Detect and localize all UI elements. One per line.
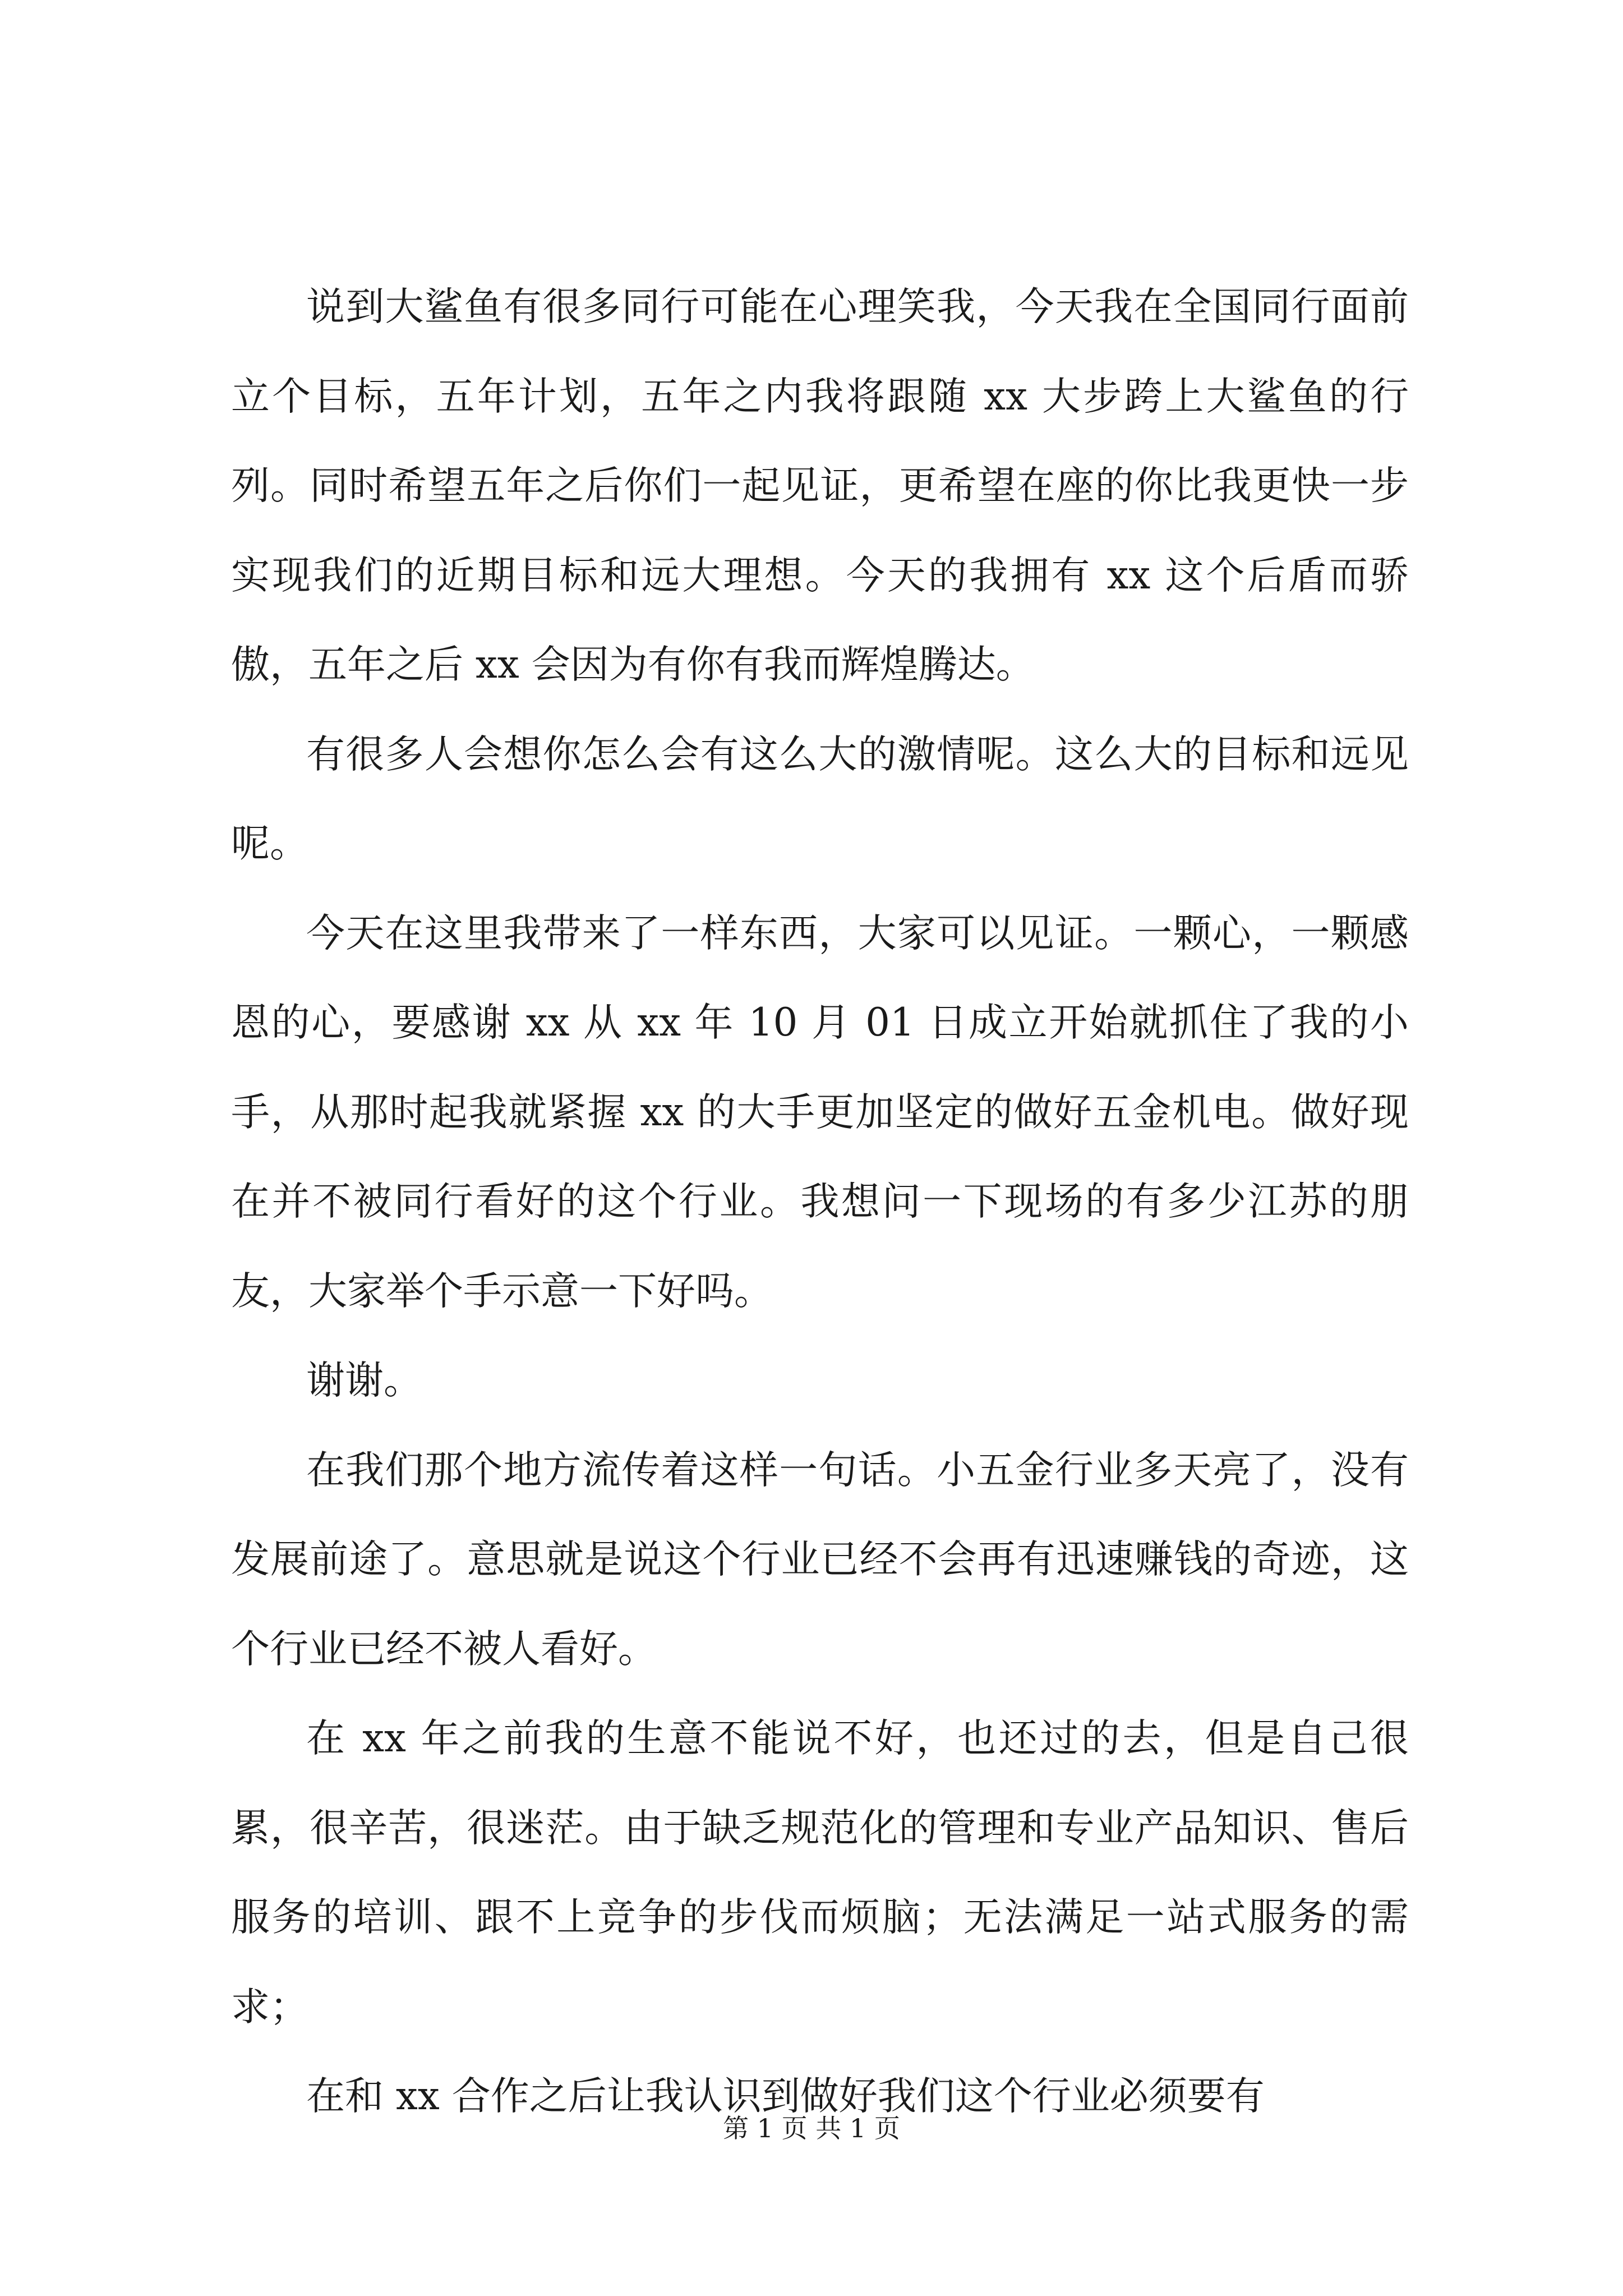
page-footer: 第 1 页 共 1 页 bbox=[723, 2113, 900, 2143]
document-body bbox=[231, 263, 1409, 2142]
paragraph-1: 说到大鲨鱼有很多同行可能在心理笑我，今天我在全国同行面前立个目标，五年计划，五年之内我将跟随 xx 大步跨上大鲨鱼的行列。同时希望五年之后你们一起见证，更希望在座的你比我更快一步实现我们的近期目标和远大理想。今天的我拥有 xx 这个后盾而骄傲，五年之后 xx 会因为有你有我而辉煌腾达。 bbox=[231, 284, 1409, 687]
paragraph-2: 有很多人会想你怎么会有这么大的激情呢。这么大的目标和远见呢。 bbox=[231, 731, 1409, 866]
paragraph-7: 在和 xx 合作之后让我认识到做好我们这个行业必须要有 bbox=[306, 2074, 1265, 2119]
paragraph-3: 今天在这里我带来了一样东西，大家可以见证。一颗心，一颗感恩的心，要感谢 xx 从 xx 年 10 月 01 日成立开始就抓住了我的小手，从那时起我就紧握 xx 的大手更加坚定的做好五金机电。做好现在并不被同行看好的这个行业。我想问一下现场的有多少江苏的朋友，大家举个手示意一下好吗。 bbox=[231, 910, 1409, 1314]
paragraph-5: 在我们那个地方流传着这样一句话。小五金行业多天亮了，没有发展前途了。意思就是说这个行业已经不会再有迅速赚钱的奇迹，这个行业已经不被人看好。 bbox=[231, 1447, 1409, 1672]
paragraph-4: 谢谢。 bbox=[306, 1358, 422, 1403]
paragraph-6: 在 xx 年之前我的生意不能说不好，也还过的去，但是自己很累，很辛苦，很迷茫。由于缺乏规范化的管理和专业产品知识、售后服务的培训、跟不上竞争的步伐而烦脑；无法满足一站式服务的需求； bbox=[231, 1716, 1409, 2030]
